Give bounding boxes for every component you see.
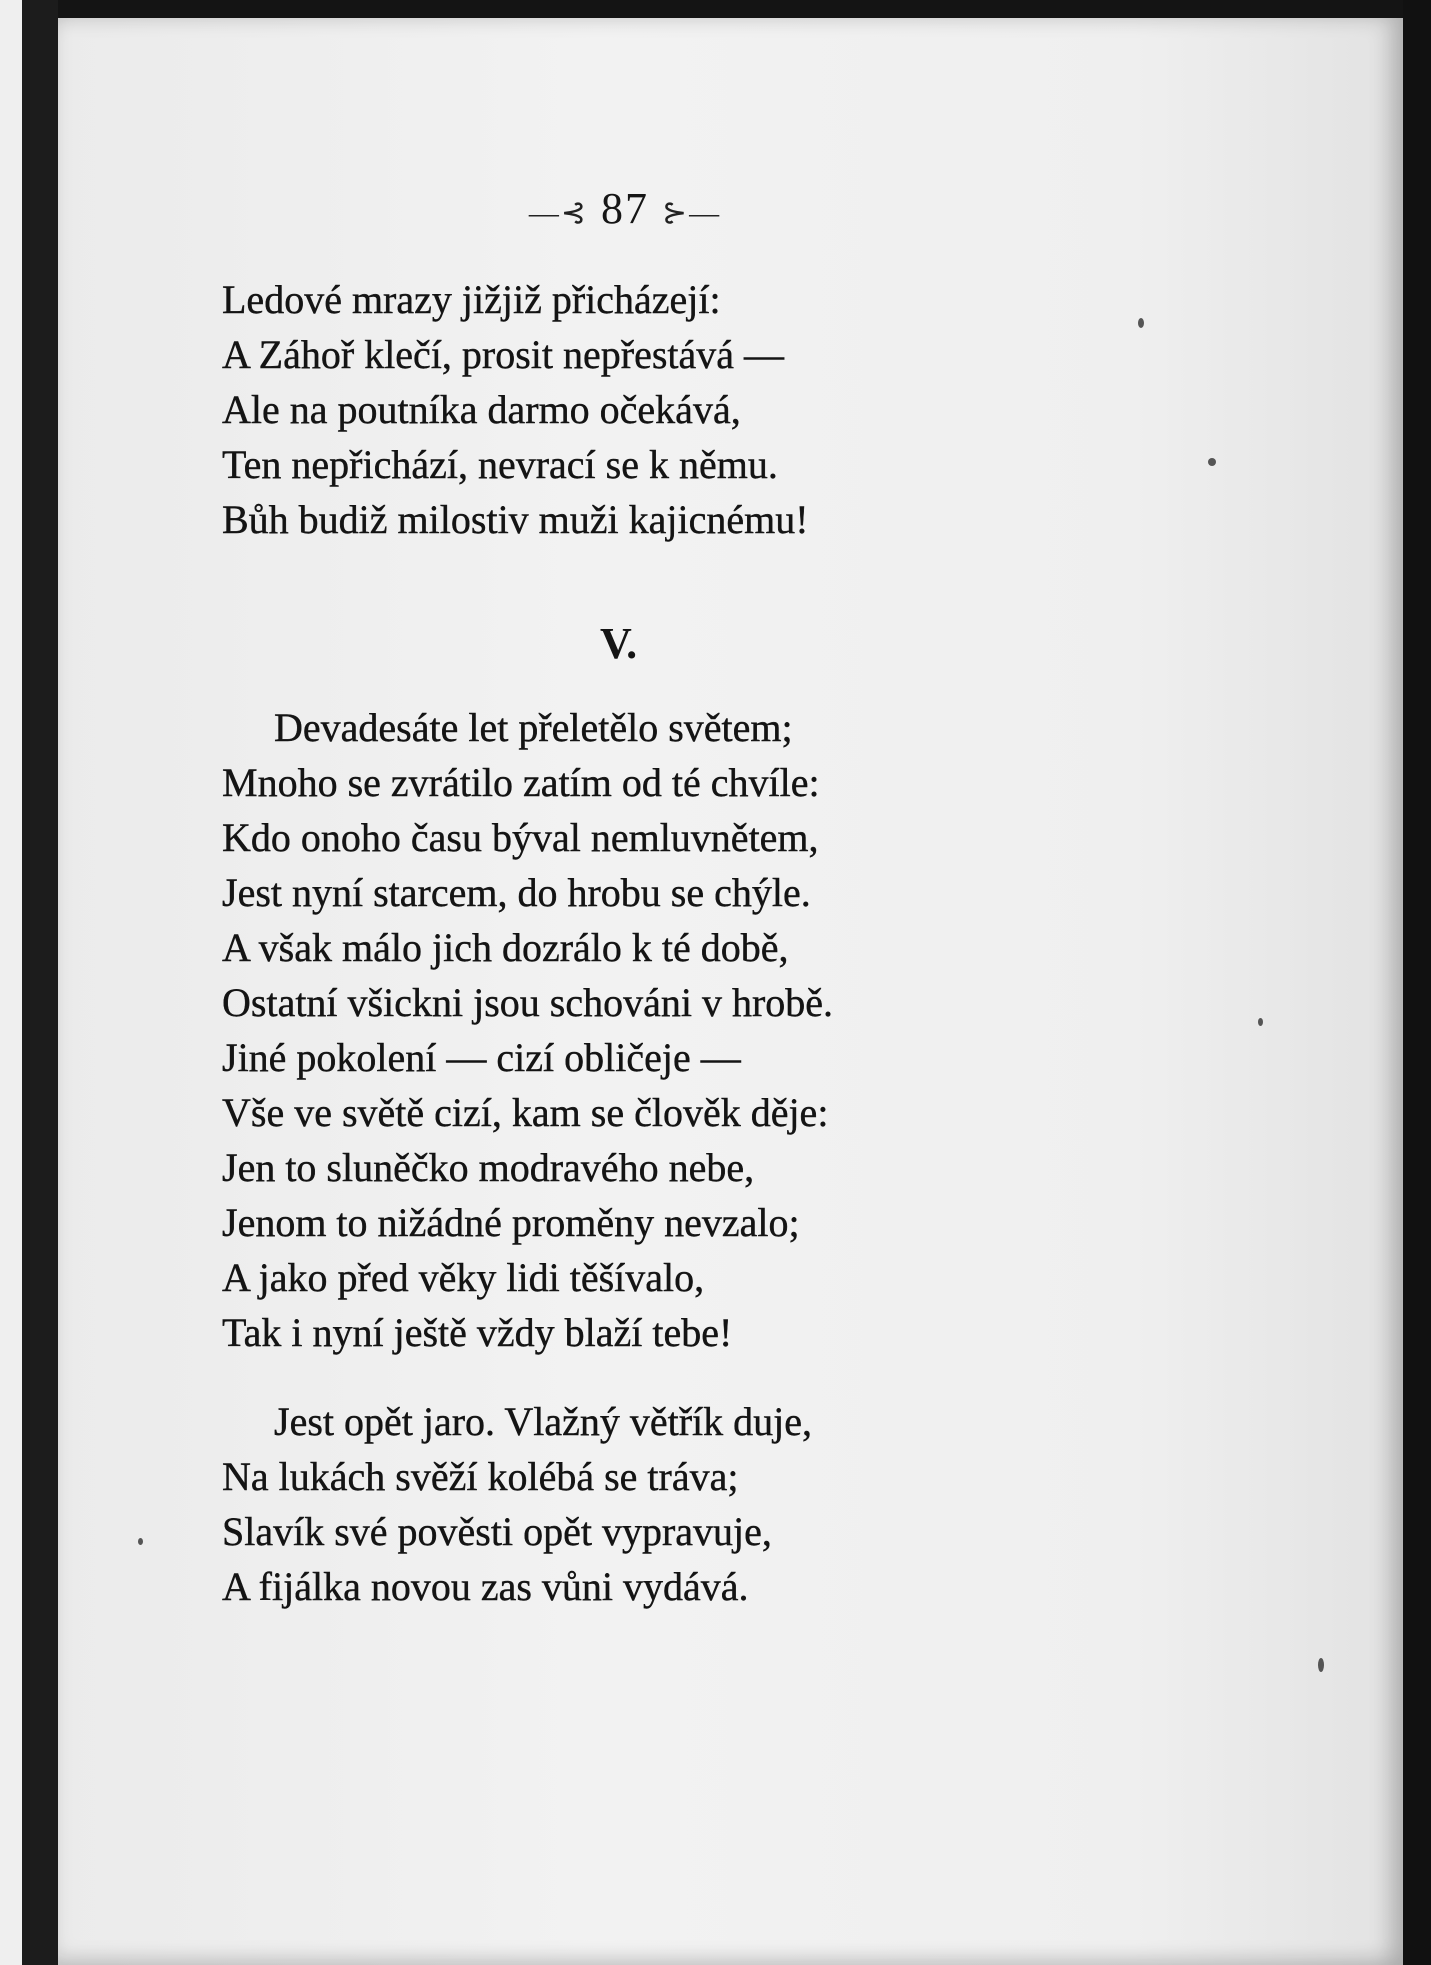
- stanza-3: [222, 1394, 812, 1614]
- stanza-2: [222, 700, 833, 1360]
- stanza-1: [222, 272, 809, 547]
- verse-line: Mnoho se zvrátilo zatím od té chvíle:: [222, 760, 820, 805]
- verse-line: Kdo onoho času býval nemluvnětem,: [222, 815, 819, 860]
- verse-line: A však málo jich dozrálo k té době,: [222, 925, 789, 970]
- verse-line: A jako před věky lidi těšívalo,: [222, 1255, 705, 1300]
- verse-line: Jest nyní starcem, do hrobu se chýle.: [222, 870, 811, 915]
- verse-line: Jiné pokolení — cizí obličeje —: [222, 1035, 741, 1080]
- section-heading: V.: [600, 619, 638, 668]
- paper-speck: [1138, 318, 1144, 328]
- scan-border: [1403, 0, 1431, 1965]
- verse-line: Devadesáte let přeletělo světem;: [274, 705, 793, 750]
- verse-line: Ledové mrazy jižjiž přicházejí:: [222, 277, 721, 322]
- facing-page-edge: [0, 0, 22, 1965]
- page-number: 87: [601, 184, 649, 233]
- verse-line: A Záhoř klečí, prosit nepřestává —: [222, 332, 785, 377]
- paper-speck: [138, 1538, 143, 1545]
- paper-speck: [1258, 1018, 1263, 1026]
- verse-line: Tak i nyní ještě vždy blaží tebe!: [222, 1310, 733, 1355]
- verse-line: Ten nepřichází, nevrací se k němu.: [222, 442, 778, 487]
- paper-speck: [1208, 458, 1216, 466]
- verse-line: Slavík své pověsti opět vypravuje,: [222, 1509, 772, 1554]
- ornament-left-icon: —⊰: [528, 196, 588, 230]
- verse-line: Bůh budiž milostiv muži kajicnému!: [222, 497, 809, 542]
- verse-line: A fijálka novou zas vůni vydává.: [222, 1564, 749, 1609]
- verse-line: Jest opět jaro. Vlažný větřík duje,: [274, 1399, 813, 1444]
- verse-line: Jen to sluněčko modravého nebe,: [222, 1145, 755, 1190]
- verse-line: Jenom to nižádné proměny nevzalo;: [222, 1200, 800, 1245]
- ornament-right-icon: ⊱—: [662, 196, 722, 230]
- verse-line: Vše ve světě cizí, kam se člověk děje:: [222, 1090, 829, 1135]
- book-gutter: [22, 0, 58, 1965]
- verse-line: Ale na poutníka darmo očekává,: [222, 387, 741, 432]
- verse-line: Ostatní všickni jsou schováni v hrobě.: [222, 980, 834, 1025]
- verse-line: Na lukách svěží kolébá se tráva;: [222, 1454, 739, 1499]
- page-number-header: [500, 183, 750, 234]
- paper-speck: [1318, 1658, 1324, 1672]
